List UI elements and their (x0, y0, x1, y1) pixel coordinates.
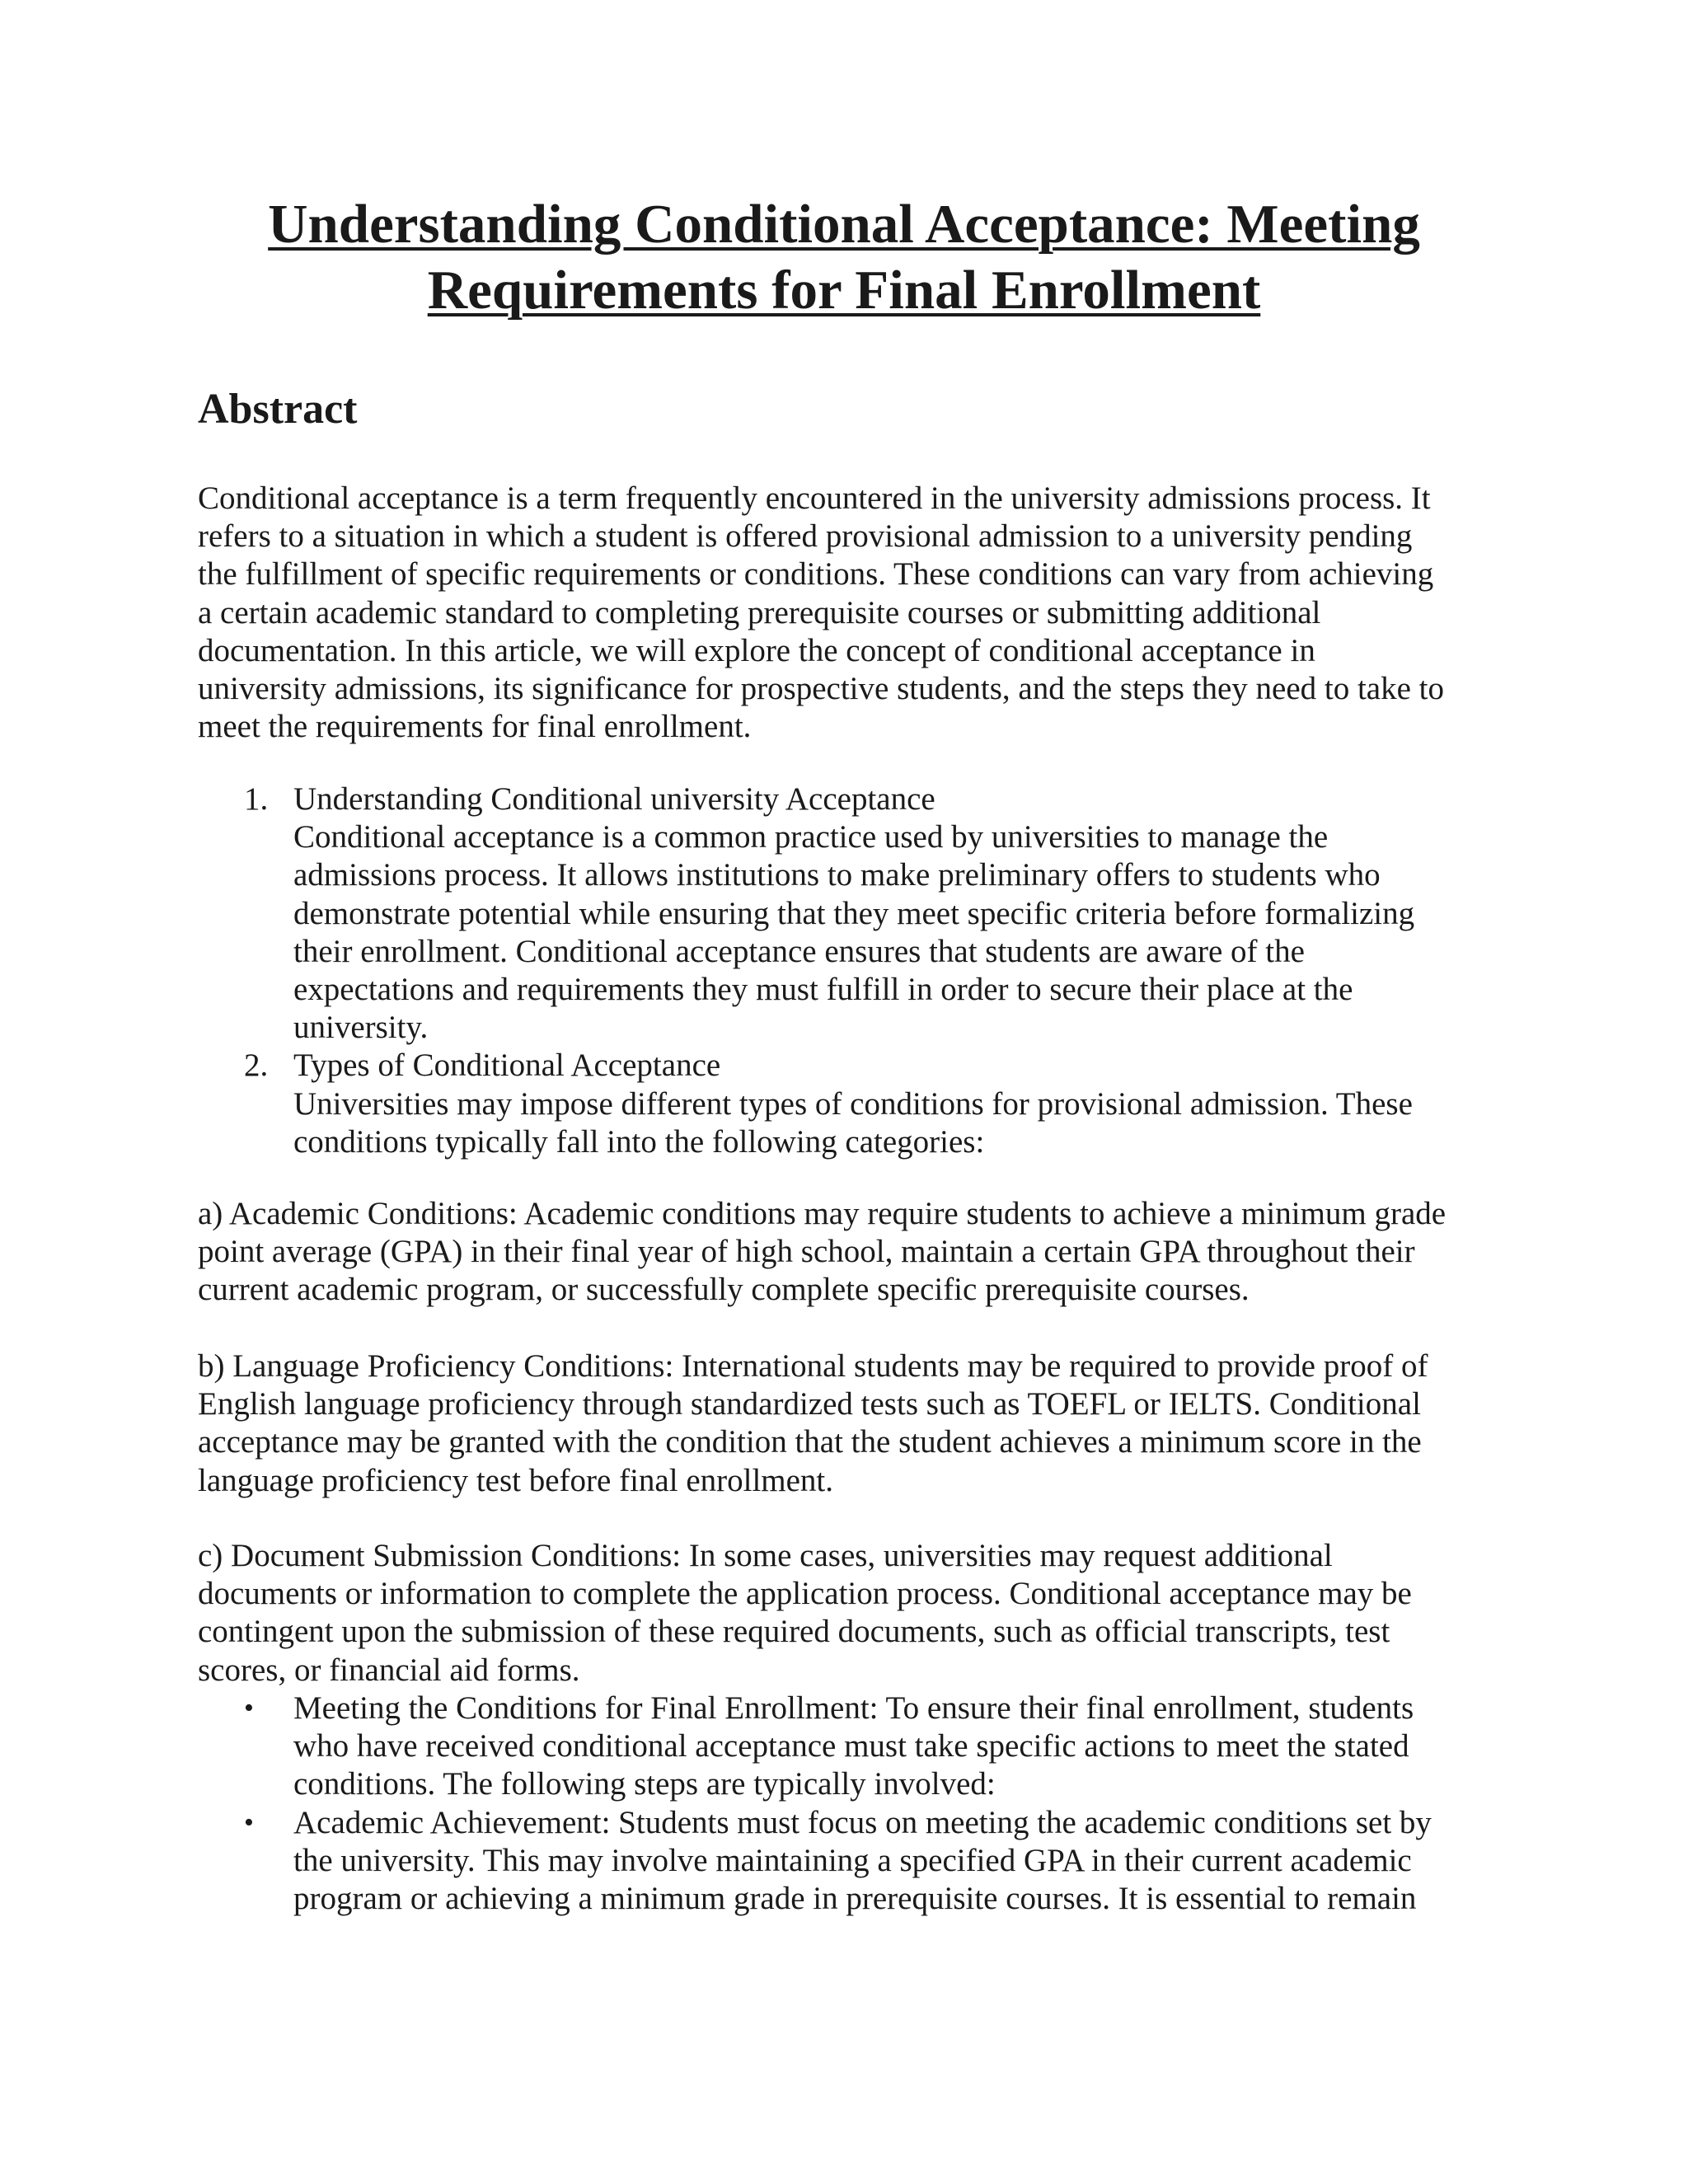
paragraph-line: b) Language Proficiency Conditions: International students may be required to provide proof of (198, 1348, 1428, 1384)
paragraph-line: documents or information to complete the application process. Conditional acceptance may be (198, 1576, 1412, 1612)
paragraph-line: point average (GPA) in their final year of high school, maintain a certain GPA throughout their (198, 1234, 1415, 1270)
abstract-line: a certain academic standard to completing prerequisite courses or submitting additional (198, 594, 1321, 630)
abstract-line: refers to a situation in which a student is offered provisional admission to a university pending (198, 518, 1413, 555)
list-item-line: their enrollment. Conditional acceptance ensures that students are aware of the (293, 933, 1305, 969)
numbered-list-item (198, 1047, 1517, 1161)
paragraph-line: a) Academic Conditions: Academic conditions may require students to achieve a minimum grade (198, 1196, 1447, 1231)
paragraph-line: acceptance may be granted with the condition that the student achieves a minimum score in the (198, 1424, 1422, 1460)
list-item-line: Universities may impose different types of conditions for provisional admission. These (293, 1085, 1413, 1122)
abstract-paragraph (198, 480, 1444, 746)
list-item-line: Academic Achievement: Students must focus on meeting the academic conditions set by (293, 1804, 1432, 1840)
abstract-line: Conditional acceptance is a term frequently encountered in the university admissions process. It (198, 480, 1431, 516)
abstract-line: documentation. In this article, we will explore the concept of conditional acceptance in (198, 632, 1315, 668)
title-line: Understanding Conditional Acceptance: Meeting (268, 194, 1420, 255)
language-conditions-paragraph (198, 1347, 1428, 1500)
paragraph-line: contingent upon the submission of these required documents, such as official transcripts, test (198, 1614, 1390, 1650)
bullet-list (198, 1690, 1517, 1918)
academic-conditions-paragraph (198, 1195, 1446, 1310)
list-item-line: who have received conditional acceptance must take specific actions to meet the stated (293, 1728, 1409, 1765)
document-title (198, 191, 1490, 323)
list-item-line: program or achieving a minimum grade in prerequisite courses. It is essential to remain (293, 1880, 1417, 1916)
abstract-line: meet the requirements for final enrollment. (198, 709, 752, 745)
abstract-line: university admissions, its significance for prospective students, and the steps they need to take to (198, 670, 1445, 706)
list-number: 2. (244, 1047, 269, 1084)
abstract-heading: Abstract (198, 386, 358, 433)
list-item-line: conditions. The following steps are typically involved: (293, 1766, 996, 1802)
list-item-line: admissions process. It allows institutions to make preliminary offers to students who (293, 857, 1381, 893)
list-item-line: conditions typically fall into the following categories: (293, 1123, 985, 1160)
list-item-line: Meeting the Conditions for Final Enrollment: To ensure their final enrollment, students (293, 1690, 1414, 1726)
paragraph-line: current academic program, or successfully complete specific prerequisite courses. (198, 1272, 1250, 1308)
paragraph-line: c) Document Submission Conditions: In some cases, universities may request additional (198, 1538, 1333, 1573)
title-line: Requirements for Final Enrollment (427, 260, 1261, 321)
paragraph-line: language proficiency test before final enrollment. (198, 1462, 834, 1498)
list-item-line: expectations and requirements they must fulfill in order to secure their place at the (293, 971, 1353, 1007)
list-item-line: Types of Conditional Acceptance (293, 1047, 721, 1084)
bullet-icon: • (244, 1807, 254, 1838)
list-item-line: the university. This may involve maintaining a specified GPA in their current academic (293, 1842, 1412, 1878)
list-item-line: Understanding Conditional university Acceptance (293, 781, 935, 817)
numbered-list (198, 780, 1517, 1161)
bullet-list-item (198, 1804, 1517, 1919)
list-number: 1. (244, 781, 269, 817)
abstract-line: the fulfillment of specific requirements or conditions. These conditions can vary from achieving (198, 556, 1434, 593)
paragraph-line: scores, or financial aid forms. (198, 1652, 580, 1688)
numbered-list-item (198, 780, 1517, 1047)
list-item-line: demonstrate potential while ensuring that they meet specific criteria before formalizing (293, 895, 1415, 931)
bullet-icon: • (244, 1693, 254, 1723)
list-item-line: Conditional acceptance is a common practice used by universities to manage the (293, 819, 1329, 855)
bullet-list-item (198, 1690, 1517, 1804)
paragraph-line: English language proficiency through standardized tests such as TOEFL or IELTS. Conditional (198, 1386, 1421, 1422)
document-conditions-paragraph (198, 1537, 1412, 1690)
list-item-line: university. (293, 1010, 429, 1046)
